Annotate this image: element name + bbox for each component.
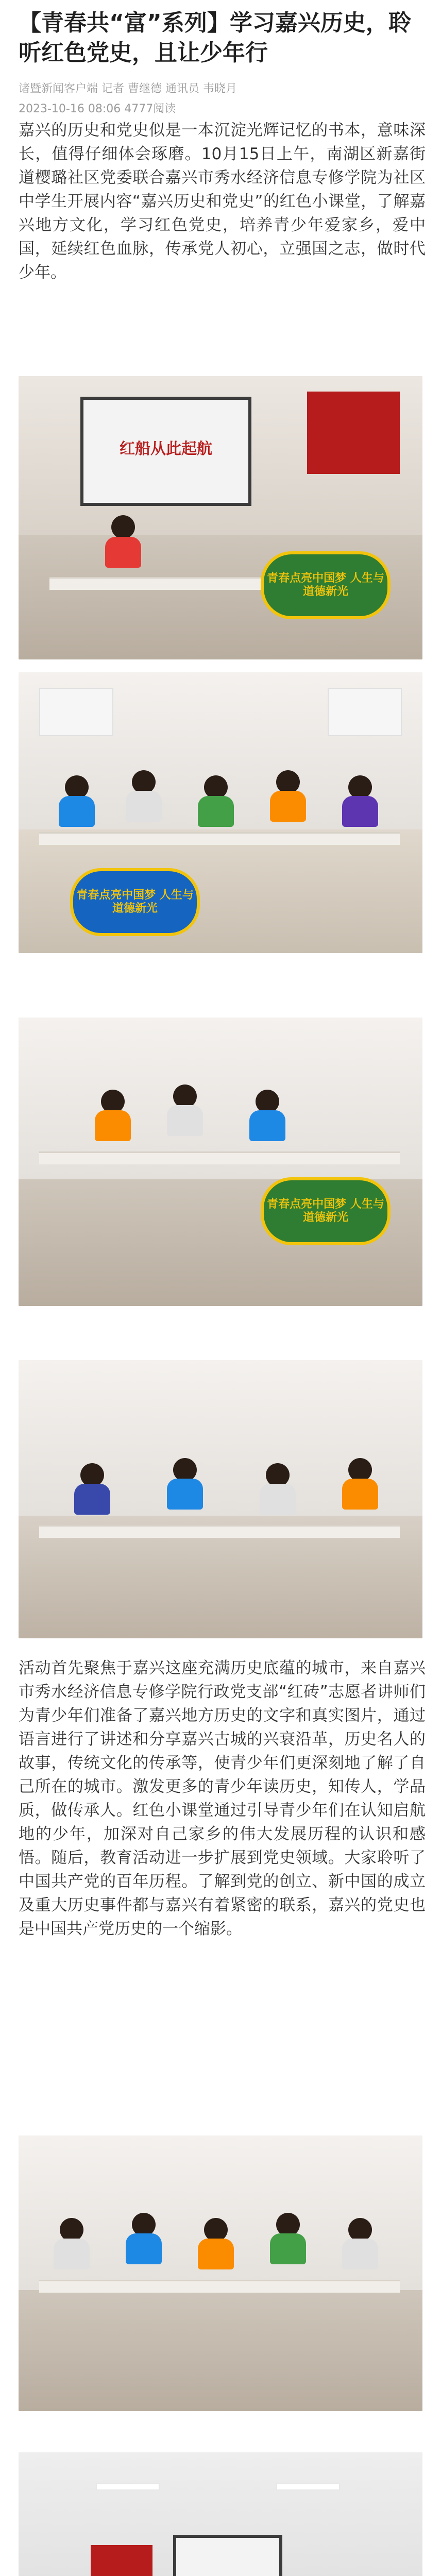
middle-paragraph: 活动首先聚焦于嘉兴这座充满历史底蕴的城市，来自嘉兴市秀水经济信息专修学院行政党支部“红砖”志愿者讲师们为青少年们准备了嘉兴地方历史的文字和真实图片，通过语言进行了讲述和分享嘉兴古城的兴衰沿革，历史名人的故事，传统文化的传承等，使青少年们更深刻地了解了自己所在的城市。激发更多的青少年读历史，知传人，学品质，做传承人。红色小课堂通过引导青少年们在认知启航地的少年，加深对自己家乡的伟大发展历程的认识和感悟。随后，教育活动进一步扩展到党史领域。大家聆听了中国共产党的百年历程。了解到党的创立、新中国的成立及重大历史事件都与嘉兴有着紧密的联系，嘉兴的党史也是中国共产党历史的一个缩影。 (19, 1659, 426, 1938)
article-title: 【青春共“富”系列】学习嘉兴历史，聆听红色党史，且让少年行 (19, 10, 411, 66)
speaker-head (111, 515, 135, 539)
photo-students-listening (19, 1360, 422, 1638)
photo-students-rows (19, 2136, 422, 2411)
red-banner (307, 392, 400, 474)
photo-student-with-sign (19, 1018, 422, 1306)
photo-speaker-at-podium (19, 376, 422, 659)
article-header (0, 0, 441, 113)
wall-poster (39, 688, 113, 736)
screen-text: 红船从此起航 (120, 440, 212, 458)
photo-classroom-wide (19, 2452, 422, 2576)
article-date: 2023-10-16 08:06 4777阅读 (19, 103, 176, 115)
article-source: 诸暨新闻客户端 记者 曹继德 通讯员 韦晓月 (19, 82, 237, 95)
projection-screen (80, 397, 251, 506)
event-sign: 青春点亮中国梦 人生与道德新光 (261, 1177, 391, 1245)
intro-paragraph: 嘉兴的历史和党史似是一本沉淀光辉记忆的书本，意味深长，值得仔细体会琢磨。10月15日上午，南湖区新嘉街道樱璐社区党委联合嘉兴市秀水经济信息专修学院为社区中学生开展内容“嘉兴历史和党史”的红色小课堂，了解嘉兴地方文化，学习红色党史，培养青少年爱家乡，爱中国，延续红色血脉，传承党人初心，立强国之志，做时代少年。 (19, 121, 426, 282)
event-sign: 青春点亮中国梦 人生与道德新光 (70, 868, 200, 936)
speaker-shirt (105, 537, 141, 568)
wall-poster (328, 688, 402, 736)
event-sign: 青春点亮中国梦 人生与道德新光 (261, 551, 391, 619)
photo-classroom-students (19, 672, 422, 953)
